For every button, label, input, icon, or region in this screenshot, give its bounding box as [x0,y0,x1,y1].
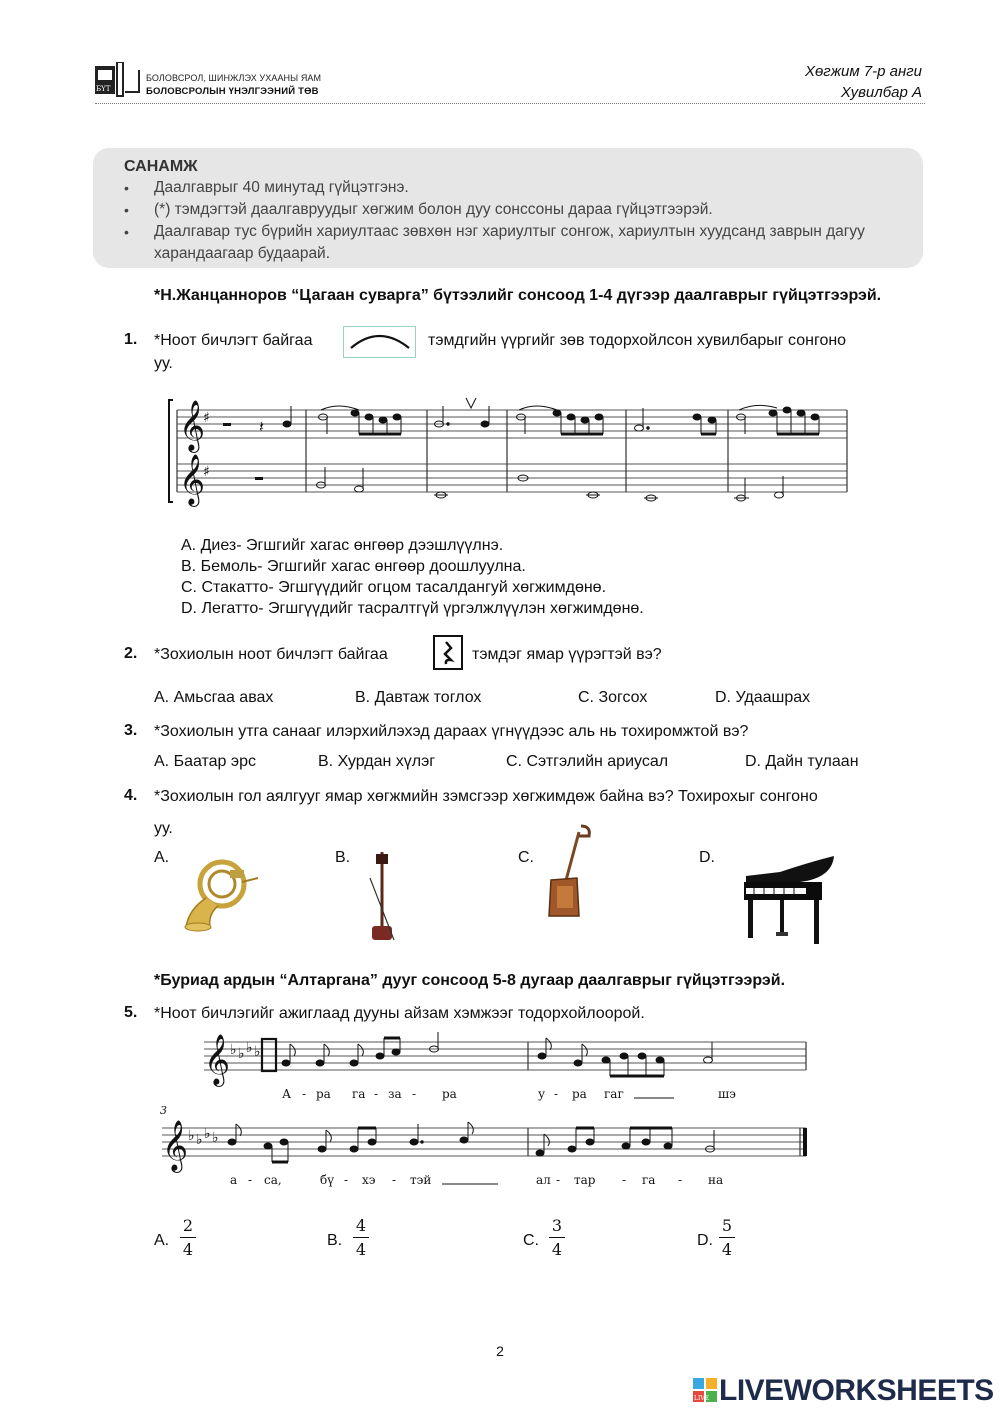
lyric: - [622,1173,627,1187]
lyric: у [538,1087,546,1101]
numerator: 4 [355,1216,367,1235]
svg-text:♭: ♭ [246,1040,253,1056]
lyric: за [388,1087,402,1101]
q3-text: *Зохиолын утга санааг илэрхийлэхэд дараах үгнүүдээс аль нь тохиромжтой вэ? [154,723,749,740]
svg-text:𝄞: 𝄞 [179,400,206,451]
q5-option-c-fraction[interactable] [549,1216,565,1259]
lyric: шэ [718,1087,736,1101]
q3-option-d[interactable]: D. Дайн тулаан [745,753,859,770]
q3-option-c[interactable]: C. Сэтгэлийн ариусал [506,753,669,770]
svg-text:♭: ♭ [238,1046,245,1062]
lyric: - [412,1087,417,1101]
svg-text:♭: ♭ [204,1126,211,1142]
lyric: - [678,1173,683,1187]
q1-option-a[interactable]: A. Диез- Эгшгийг хагас өнгөөр дээшлүүлнэ. [181,537,504,554]
lyric: - [392,1173,397,1187]
page-number: 2 [496,1343,504,1359]
q1-option-b[interactable]: B. Бемоль- Эгшгийг хагас өнгөөр доошлуулна. [181,558,526,575]
svg-text:♯: ♯ [203,410,210,426]
q4-option-c[interactable]: C. [518,849,534,866]
notice-item: Даалгаврыг 40 минутад гүйцэтгэнэ. [154,179,409,196]
french-horn-icon [180,850,262,932]
svg-text:𝄞: 𝄞 [162,1120,189,1171]
notice-title: САНАМЖ [124,158,198,175]
lyric: ра [572,1087,587,1101]
lyric: гаг [604,1087,624,1101]
q4-option-a[interactable]: A. [154,849,170,866]
section2-intro: *Буриад ардын “Алтаргана” дууг сонсоод 5-8 дугаар даалгаврыг гүйцэтгээрэй. [154,972,786,989]
lyric: - [554,1087,559,1101]
lyric: хэ [362,1173,376,1187]
q4-number: 4. [124,787,138,804]
lyric: ра [316,1087,331,1101]
variant-label: Хувилбар А [840,84,922,101]
time-signature-box [262,1039,276,1071]
notice-item: (*) тэмдэгтэй даалгавруудыг хөгжим болон дуу сонссоны дараа гүйцэтгээрэй. [154,201,713,218]
svg-text:♭: ♭ [188,1128,195,1144]
org-name-line1: БОЛОВСРОЛ, ШИНЖЛЭХ УХААНЫ ЯАМ [146,73,322,83]
q5-option-a-fraction[interactable] [180,1216,196,1259]
denominator: 4 [182,1240,194,1259]
lyric: бү [320,1173,335,1187]
lyric: на [708,1173,724,1187]
q3-option-b[interactable]: B. Хурдан хүлэг [318,753,436,770]
q2-option-a[interactable]: A. Амьсгаа авах [154,689,274,706]
q1-music-score [163,392,853,510]
lyric: а [230,1173,238,1187]
svg-text:♭: ♭ [212,1130,219,1146]
q1-text-before: *Ноот бичлэгт байгаа [154,332,313,349]
lyric: - [556,1173,561,1187]
numerator: 5 [721,1216,733,1235]
denominator: 4 [721,1240,733,1259]
bullet-icon: • [124,180,129,196]
q2-text-after: тэмдэг ямар үүрэгтэй вэ? [472,646,662,663]
denominator: 4 [355,1240,367,1259]
org-name-line2: БОЛОВСРОЛЫН ҮНЭЛГЭЭНИЙ ТӨВ [146,86,319,97]
q2-option-c[interactable]: C. Зогсох [578,689,648,706]
svg-text:♭: ♭ [230,1042,237,1058]
svg-text:𝄽: 𝄽 [259,417,264,436]
lyric: тэй [410,1173,432,1187]
lyric: - [374,1087,379,1101]
q5-option-d-label[interactable]: D. [697,1232,713,1249]
svg-text:♭: ♭ [196,1132,203,1148]
q2-option-b[interactable]: B. Давтаж тоглох [355,689,482,706]
liveworksheets-logo-icon [693,1378,717,1402]
q3-option-a[interactable]: A. Баатар эрс [154,753,256,770]
section1-intro: *Н.Жанцанноров “Цагаан суварга” бүтээлийг сонсоод 1-4 дүгээр даалгаврыг гүйцэтгээрэй. [154,287,882,304]
q5-option-c-label[interactable]: C. [523,1232,539,1249]
quarter-rest-icon [433,635,463,670]
lyric: ра [442,1087,457,1101]
q5-music-score [158,1024,818,1194]
svg-text:♯: ♯ [203,464,210,480]
numerator: 2 [182,1216,194,1235]
lyric: ал [536,1173,551,1187]
svg-text:♭: ♭ [254,1044,261,1060]
q1-option-d[interactable]: D. Легатто- Эгшгүүдийг тасралтгүй үргэлжлүүлэн хөгжимдөнө. [181,600,644,617]
denominator: 4 [551,1240,563,1259]
svg-text:𝄞: 𝄞 [179,454,206,505]
lyric: - [248,1173,253,1187]
q5-option-d-fraction[interactable] [719,1216,735,1259]
grand-piano-icon [740,852,838,950]
measure-number: 3 [160,1104,167,1117]
header-divider [95,103,925,104]
lyric: тар [574,1173,596,1187]
lyric: га [642,1173,656,1187]
lyric: А [282,1087,292,1101]
bullet-icon: • [124,202,129,218]
logo-mark-text: БҮТ [96,85,111,93]
q4-text: *Зохиолын гол аялгууг ямар хөгжмийн зэмсгээр хөгжимдөж байна вэ? Тохирохыг сонгоно [154,788,818,805]
q4-text-tail: уу. [154,820,173,837]
numerator: 3 [551,1216,563,1235]
morin-khuur-icon [533,822,597,920]
q1-number: 1. [124,331,138,348]
q5-option-b-label[interactable]: B. [327,1232,343,1249]
q1-text-after: тэмдгийн үүргийг зөв тодорхойлсон хувилбарыг сонгоно [428,332,847,349]
q2-number: 2. [124,645,138,662]
q2-option-d[interactable]: D. Удаашрах [715,689,811,706]
subject-label: Хөгжим 7-р анги [804,63,922,80]
q5-option-a-label[interactable]: A. [154,1232,170,1249]
q5-text: *Ноот бичлэгийг ажиглаад дууны айзам хэмжээг тодорхойлоорой. [154,1005,645,1022]
svg-text:𝄞: 𝄞 [204,1034,231,1085]
lyric: га [352,1087,366,1101]
q5-option-b-fraction[interactable] [353,1216,369,1259]
q4-option-b[interactable]: B. [335,849,351,866]
q2-text-before: *Зохиолын ноот бичлэгт байгаа [154,646,388,663]
ministry-logo [95,62,141,98]
liveworksheets-brand[interactable]: LIVEWORKSHEETS [719,1374,994,1407]
q4-option-d[interactable]: D. [699,849,715,866]
erhu-icon [362,848,402,948]
bullet-icon: • [124,224,129,240]
q1-text-tail: уу. [154,355,173,372]
q1-option-c[interactable]: C. Стакатто- Эгшгүүдийг огцом тасалдангуй хөгжимдөнө. [181,579,607,596]
q3-number: 3. [124,722,138,739]
slur-icon [343,326,416,358]
lyric: - [344,1173,349,1187]
lyric: - [302,1087,307,1101]
logo-mark-text: LIVE [694,1395,710,1402]
notice-item: Даалгавар тус бүрийн хариултаас зөвхөн нэг хариултыг сонгож, хариултын хуудсанд заврын дагуу харандаагаар будаарай. [154,223,865,262]
lyric: са, [264,1173,282,1187]
q5-number: 5. [124,1004,138,1021]
